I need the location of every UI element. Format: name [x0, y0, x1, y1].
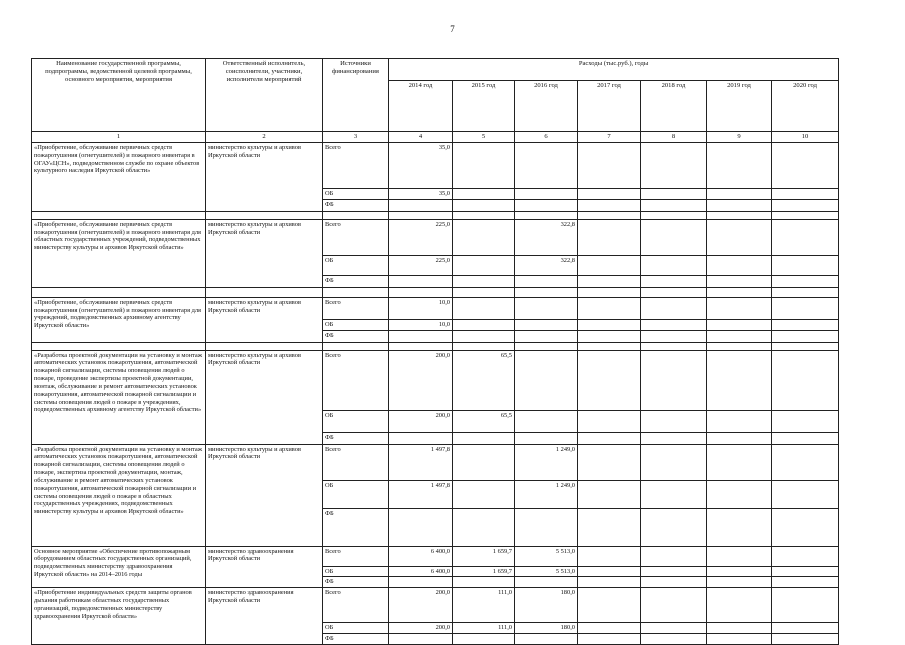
column-number: 2	[206, 132, 323, 143]
value-cell: 35,0	[389, 189, 453, 200]
value-cell	[453, 297, 515, 319]
value-cell: 1 659,7	[453, 546, 515, 566]
empty-year-cell	[641, 350, 707, 410]
value-cell	[389, 432, 453, 444]
source-cell: Всего	[323, 143, 389, 189]
empty-year-cell	[772, 546, 839, 566]
value-cell: 1 249,0	[515, 444, 578, 480]
empty-year-cell	[772, 566, 839, 577]
responsible-cell: министерство здравоохранения Иркутской области	[206, 546, 323, 588]
empty-year-cell	[578, 577, 641, 588]
empty-year-cell	[772, 255, 839, 275]
source-cell: ОБ	[323, 319, 389, 330]
value-cell	[453, 319, 515, 330]
empty-year-cell	[772, 275, 839, 287]
empty-year-cell	[707, 480, 772, 508]
value-cell	[515, 350, 578, 410]
empty-year-cell	[578, 143, 641, 189]
value-cell: 10,0	[389, 297, 453, 319]
empty-year-cell	[707, 275, 772, 287]
empty-year-cell	[707, 330, 772, 342]
value-cell	[453, 444, 515, 480]
column-number: 5	[453, 132, 515, 143]
column-number: 8	[641, 132, 707, 143]
source-cell: ОБ	[323, 480, 389, 508]
value-cell	[453, 508, 515, 546]
value-cell	[453, 255, 515, 275]
responsible-cell: министерство культуры и архивов Иркутской области	[206, 444, 323, 546]
value-cell: 200,0	[389, 588, 453, 623]
source-cell: Всего	[323, 444, 389, 480]
page-number: 7	[450, 24, 455, 34]
empty-year-cell	[578, 189, 641, 200]
value-cell	[389, 275, 453, 287]
empty-year-cell	[641, 623, 707, 634]
value-cell	[389, 330, 453, 342]
empty-year-cell	[772, 480, 839, 508]
table-row	[32, 350, 839, 410]
value-cell	[389, 508, 453, 546]
source-cell: ОБ	[323, 410, 389, 432]
empty-year-cell	[641, 546, 707, 566]
measure-name-cell: «Разработка проектной документации на установку и монтаж автоматических установок пожаротушения, автоматической пожарной сигнализации, системы оповещения людей о пожаре, проведение экспертизы проектной документации, монтаж, обслуживание и ремонт автоматических установок пожаротушения, автоматической пожарной сигнализации и системы оповещения людей о пожаре в учреждениях, подведомственных архивному агентству Иркутской области»	[32, 350, 206, 444]
value-cell: 1 659,7	[453, 566, 515, 577]
column-number: 10	[772, 132, 839, 143]
empty-year-cell	[578, 410, 641, 432]
value-cell	[515, 410, 578, 432]
responsible-cell: министерство культуры и архивов Иркутской области	[206, 143, 323, 212]
table-row	[32, 546, 839, 566]
value-cell	[453, 634, 515, 645]
value-cell	[515, 634, 578, 645]
value-cell	[453, 330, 515, 342]
block-gap	[32, 342, 839, 350]
value-cell	[389, 577, 453, 588]
value-cell: 200,0	[389, 410, 453, 432]
header-year: 2016 год	[515, 81, 578, 132]
block-gap	[32, 287, 839, 297]
empty-year-cell	[772, 623, 839, 634]
measure-name-cell: «Приобретение, обслуживание первичных средств пожаротушения (огнетушителей) и пожарного инвентаря для учреждений, подведомственных архивному агентству Иркутской области»	[32, 297, 206, 342]
empty-year-cell	[772, 444, 839, 480]
empty-year-cell	[578, 275, 641, 287]
value-cell: 1 249,0	[515, 480, 578, 508]
value-cell: 5 513,0	[515, 546, 578, 566]
source-cell: Всего	[323, 219, 389, 255]
empty-year-cell	[707, 432, 772, 444]
source-cell: Всего	[323, 350, 389, 410]
column-number: 3	[323, 132, 389, 143]
source-cell: ФБ	[323, 634, 389, 645]
header-source: Источники финансирования	[323, 59, 389, 132]
empty-year-cell	[578, 480, 641, 508]
empty-year-cell	[578, 588, 641, 623]
source-cell: Всего	[323, 546, 389, 566]
responsible-cell: министерство культуры и архивов Иркутской области	[206, 297, 323, 342]
value-cell	[453, 577, 515, 588]
empty-year-cell	[707, 588, 772, 623]
empty-year-cell	[578, 199, 641, 211]
column-number: 4	[389, 132, 453, 143]
source-cell: Всего	[323, 588, 389, 623]
value-cell	[515, 577, 578, 588]
source-cell: ОБ	[323, 255, 389, 275]
empty-year-cell	[707, 546, 772, 566]
value-cell: 200,0	[389, 623, 453, 634]
table-row	[32, 297, 839, 319]
empty-year-cell	[578, 297, 641, 319]
source-cell: ФБ	[323, 199, 389, 211]
empty-year-cell	[641, 577, 707, 588]
header-year: 2017 год	[578, 81, 641, 132]
empty-year-cell	[641, 566, 707, 577]
value-cell	[515, 330, 578, 342]
measure-name-cell: «Приобретение, обслуживание первичных средств пожаротушения (огнетушителей) и пожарного инвентаря в ОГАУ«ЦСН», подведомственном службе по охране объектов культурного наследия Иркутской области»	[32, 143, 206, 212]
empty-year-cell	[578, 350, 641, 410]
source-cell: ОБ	[323, 189, 389, 200]
source-cell: ОБ	[323, 623, 389, 634]
empty-year-cell	[707, 508, 772, 546]
empty-year-cell	[641, 634, 707, 645]
measure-name-cell: «Приобретение, обслуживание первичных средств пожаротушения (огнетушителей) и пожарного инвентаря для областных государственных учреждений, подведомственных министерству культуры и архивов Иркутской области»	[32, 219, 206, 287]
empty-year-cell	[578, 634, 641, 645]
empty-year-cell	[772, 350, 839, 410]
source-cell: ФБ	[323, 577, 389, 588]
value-cell: 35,0	[389, 143, 453, 189]
empty-year-cell	[707, 444, 772, 480]
value-cell	[515, 143, 578, 189]
table-row	[32, 588, 839, 623]
value-cell: 111,0	[453, 623, 515, 634]
value-cell: 111,0	[453, 588, 515, 623]
empty-year-cell	[578, 255, 641, 275]
value-cell	[453, 199, 515, 211]
column-number: 9	[707, 132, 772, 143]
empty-year-cell	[641, 143, 707, 189]
source-cell: ФБ	[323, 508, 389, 546]
source-cell: ФБ	[323, 275, 389, 287]
header-year: 2014 год	[389, 81, 453, 132]
value-cell: 180,0	[515, 588, 578, 623]
header-responsible: Ответственный исполнитель, соисполнители, участники, исполнители мероприятий	[206, 59, 323, 132]
value-cell: 225,0	[389, 219, 453, 255]
empty-year-cell	[641, 275, 707, 287]
empty-year-cell	[641, 480, 707, 508]
empty-year-cell	[707, 189, 772, 200]
empty-year-cell	[641, 432, 707, 444]
empty-year-cell	[578, 444, 641, 480]
value-cell: 180,0	[515, 623, 578, 634]
header-year: 2020 год	[772, 81, 839, 132]
empty-year-cell	[772, 330, 839, 342]
empty-year-cell	[772, 219, 839, 255]
value-cell: 322,8	[515, 255, 578, 275]
value-cell	[389, 634, 453, 645]
value-cell: 65,5	[453, 350, 515, 410]
empty-year-cell	[641, 330, 707, 342]
responsible-cell: министерство культуры и архивов Иркутской области	[206, 350, 323, 444]
value-cell	[515, 508, 578, 546]
empty-year-cell	[707, 255, 772, 275]
table-row	[32, 219, 839, 255]
value-cell	[515, 319, 578, 330]
empty-year-cell	[772, 410, 839, 432]
empty-year-cell	[578, 319, 641, 330]
empty-year-cell	[578, 623, 641, 634]
empty-year-cell	[578, 508, 641, 546]
empty-year-cell	[641, 199, 707, 211]
empty-year-cell	[578, 330, 641, 342]
table-row	[32, 143, 839, 189]
empty-year-cell	[707, 410, 772, 432]
value-cell: 322,8	[515, 219, 578, 255]
column-number: 7	[578, 132, 641, 143]
empty-year-cell	[578, 566, 641, 577]
empty-year-cell	[707, 143, 772, 189]
empty-year-cell	[772, 577, 839, 588]
value-cell	[453, 143, 515, 189]
measure-name-cell: Основное мероприятие «Обеспечение противопожарным оборудованием областных государственных организаций, подведомственных министерству здравоохранения Иркутской области» на 2014–2016 годы	[32, 546, 206, 588]
responsible-cell: министерство здравоохранения Иркутской области	[206, 588, 323, 645]
header-year: 2015 год	[453, 81, 515, 132]
empty-year-cell	[641, 410, 707, 432]
source-cell: ФБ	[323, 432, 389, 444]
empty-year-cell	[641, 319, 707, 330]
empty-year-cell	[772, 634, 839, 645]
measure-name-cell: «Приобретение индивидуальных средств защиты органов дыхания работникам областных государственных организаций, подведомственных министерству здравоохранения Иркутской области»	[32, 588, 206, 645]
source-cell: ОБ	[323, 566, 389, 577]
empty-year-cell	[707, 219, 772, 255]
column-number: 1	[32, 132, 206, 143]
column-number: 6	[515, 132, 578, 143]
value-cell	[453, 275, 515, 287]
value-cell	[515, 297, 578, 319]
value-cell: 6 400,0	[389, 566, 453, 577]
value-cell: 10,0	[389, 319, 453, 330]
value-cell	[453, 189, 515, 200]
measure-name-cell: «Разработка проектной документации на установку и монтаж автоматических установок пожаротушения, автоматической пожарной сигнализации, системы оповещения людей о пожаре, экспертиза проектной документации, монтаж, обслуживание и ремонт автоматических установок пожаротушения, автоматической пожарной сигнализации и системы оповещения людей о пожаре в областных государственных учреждениях, подведомственных министерству культуры и архивов Иркутской области»	[32, 444, 206, 546]
table-row	[32, 444, 839, 480]
empty-year-cell	[772, 432, 839, 444]
empty-year-cell	[772, 199, 839, 211]
value-cell: 225,0	[389, 255, 453, 275]
empty-year-cell	[707, 199, 772, 211]
empty-year-cell	[707, 577, 772, 588]
value-cell	[515, 432, 578, 444]
source-cell: ФБ	[323, 330, 389, 342]
financing-table	[31, 58, 839, 645]
header-name: Наименование государственной программы, подпрограммы, ведомственной целевой программы, основного мероприятия, мероприятия	[32, 59, 206, 132]
value-cell: 1 497,8	[389, 480, 453, 508]
empty-year-cell	[772, 319, 839, 330]
empty-year-cell	[641, 255, 707, 275]
empty-year-cell	[578, 546, 641, 566]
empty-year-cell	[641, 444, 707, 480]
value-cell	[453, 480, 515, 508]
value-cell	[515, 275, 578, 287]
empty-year-cell	[641, 508, 707, 546]
header-year: 2018 год	[641, 81, 707, 132]
empty-year-cell	[772, 297, 839, 319]
value-cell: 1 497,8	[389, 444, 453, 480]
header-year: 2019 год	[707, 81, 772, 132]
header-expenses: Расходы (тыс.руб.), годы	[389, 59, 839, 81]
block-gap	[32, 211, 839, 219]
empty-year-cell	[578, 219, 641, 255]
empty-year-cell	[772, 189, 839, 200]
value-cell: 65,5	[453, 410, 515, 432]
empty-year-cell	[707, 350, 772, 410]
empty-year-cell	[772, 508, 839, 546]
empty-year-cell	[707, 566, 772, 577]
empty-year-cell	[772, 143, 839, 189]
value-cell	[453, 432, 515, 444]
empty-year-cell	[707, 623, 772, 634]
empty-year-cell	[641, 297, 707, 319]
empty-year-cell	[707, 319, 772, 330]
empty-year-cell	[578, 432, 641, 444]
empty-year-cell	[641, 189, 707, 200]
empty-year-cell	[641, 219, 707, 255]
value-cell: 5 513,0	[515, 566, 578, 577]
value-cell	[453, 219, 515, 255]
value-cell	[389, 199, 453, 211]
empty-year-cell	[641, 588, 707, 623]
empty-year-cell	[707, 297, 772, 319]
source-cell: Всего	[323, 297, 389, 319]
empty-year-cell	[707, 634, 772, 645]
responsible-cell: министерство культуры и архивов Иркутской области	[206, 219, 323, 287]
value-cell: 6 400,0	[389, 546, 453, 566]
value-cell: 200,0	[389, 350, 453, 410]
empty-year-cell	[772, 588, 839, 623]
value-cell	[515, 189, 578, 200]
table-body	[32, 143, 839, 645]
value-cell	[515, 199, 578, 211]
